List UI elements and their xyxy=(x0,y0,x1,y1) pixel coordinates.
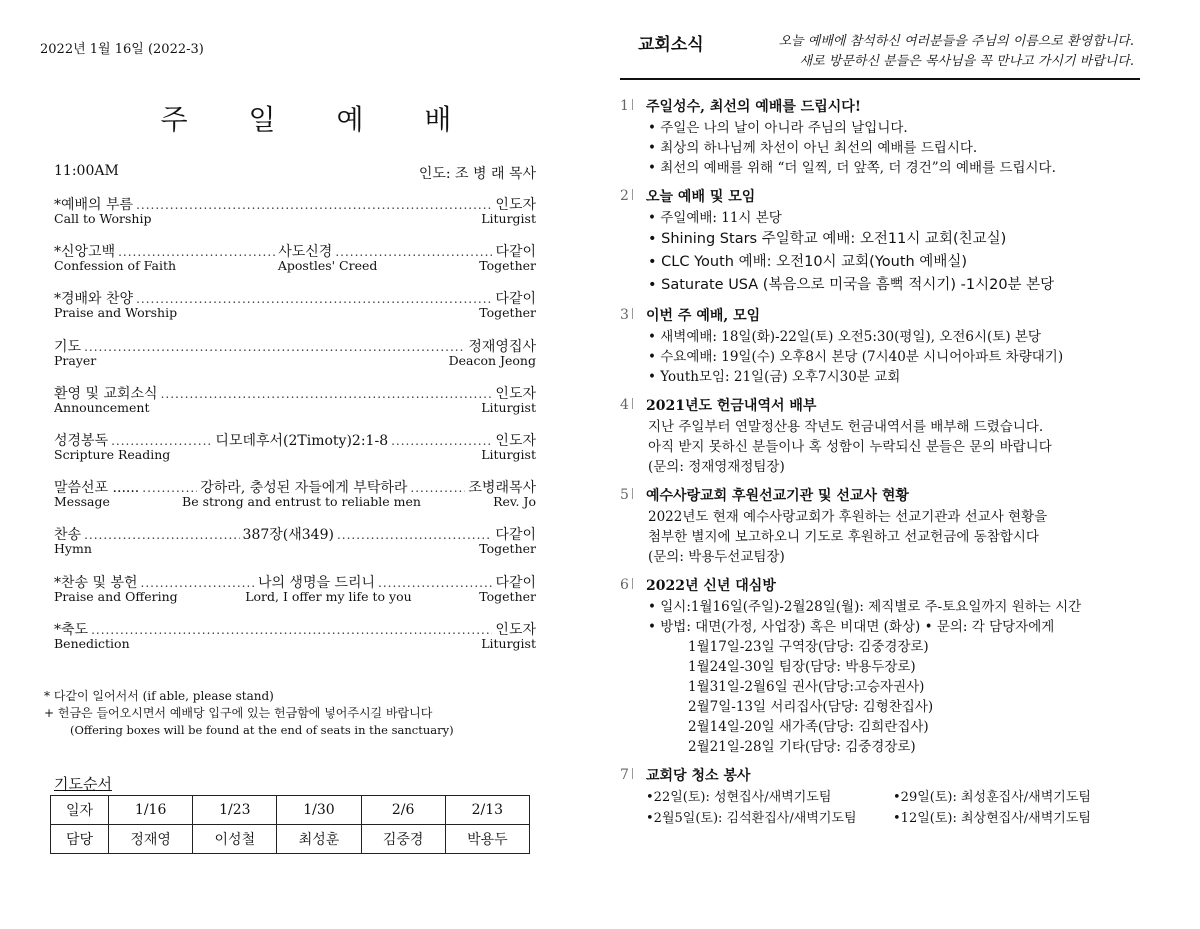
section-body xyxy=(646,208,1140,297)
section-line: • 방법: 대면(가정, 사업장) 혹은 비대면 (화상) • 문의: 각 담당자에게 xyxy=(648,619,1055,635)
liturgy-item-leader: 다같이 xyxy=(495,291,536,308)
service-time: 11:00AM xyxy=(54,163,119,179)
liturgy-item-leader-en: Together xyxy=(479,588,536,604)
section-number-bar xyxy=(632,768,633,779)
liturgy-item-detail-en: Lord, I offer my life to you xyxy=(245,588,412,604)
cleaning-row xyxy=(646,787,1140,808)
dot-leader xyxy=(136,292,492,306)
liturgy-item xyxy=(54,383,536,430)
section-number xyxy=(620,188,633,204)
liturgy-item-detail-en: Be strong and entrust to reliable men xyxy=(182,494,421,510)
news-list xyxy=(620,96,1140,837)
dot-leader xyxy=(410,481,465,495)
section-body xyxy=(646,327,1140,387)
liturgy-item xyxy=(54,194,536,241)
notes xyxy=(44,688,454,739)
liturgy-item-detail: 나의 생명을 드리니 xyxy=(257,574,376,591)
section-number xyxy=(620,98,633,114)
liturgy-item-leader: 조병래목사 xyxy=(468,480,537,497)
section-number-bar xyxy=(632,578,633,589)
liturgy-item-name-en: Message xyxy=(54,494,110,510)
liturgy-item-name: 성경봉독 xyxy=(54,432,109,449)
liturgy-item-name-en: Praise and Worship xyxy=(54,305,178,321)
liturgy-item-en xyxy=(54,589,536,604)
section-number-bar xyxy=(632,398,633,409)
liturgy-item-detail-en xyxy=(151,211,481,226)
liturgy-item-leader: 다같이 xyxy=(495,574,537,591)
liturgy-item-name: *찬송 및 봉헌 xyxy=(54,574,138,591)
dot-leader xyxy=(161,387,493,401)
welcome-line-2: 새로 방문하신 분들은 목사님을 꼭 만나고 가시기 바랍니다. xyxy=(799,54,1134,69)
cleaning-entry: •2월5일(토): 김석환집사/새벽기도팀 xyxy=(646,811,857,826)
table-row xyxy=(51,825,530,854)
liturgy-item-leader-en: Deacon Jeong xyxy=(448,352,536,368)
prayer-schedule-title: 기도순서 xyxy=(54,775,112,793)
table-cell: 최성훈 xyxy=(277,825,361,854)
news-section xyxy=(620,395,1140,477)
news-section xyxy=(620,485,1140,567)
section-body xyxy=(646,787,1140,829)
section-body xyxy=(646,417,1140,477)
liturgy-item xyxy=(54,241,536,288)
liturgy-item-name: *축도 xyxy=(54,621,89,638)
visit-schedule-line: 2월14일-20일 새가족(담당: 김희란집사) xyxy=(688,719,929,735)
dot-leader xyxy=(141,576,255,590)
section-line: 2022년도 현재 예수사랑교회가 후원하는 선교기관과 선교사 현황을 xyxy=(648,509,1048,525)
visit-schedule-line: 1월31일-2월6일 권사(담당:고승자권사) xyxy=(688,679,925,695)
section-body xyxy=(646,118,1140,178)
liturgy-item-name: *예배의 부름 xyxy=(54,197,134,213)
section-number-bar xyxy=(632,99,633,110)
section-number-bar xyxy=(632,189,633,200)
liturgy-item-leader: 다같이 xyxy=(495,527,536,544)
liturgy-item xyxy=(54,336,536,383)
visit-schedule-line: 1월24일-30일 팀장(담당: 박용두장로) xyxy=(688,659,916,675)
liturgy-item xyxy=(54,288,536,335)
section-line: • Saturate USA (복음으로 미국을 흠뻑 적시기) -1시20분 본당 xyxy=(648,277,1055,293)
section-number xyxy=(620,487,633,503)
section-line: (문의: 정재영재정팀장) xyxy=(648,459,785,475)
section-title: 교회당 청소 봉사 xyxy=(646,768,751,784)
news-section xyxy=(620,96,1140,178)
table-cell: 2/6 xyxy=(361,796,445,825)
section-title: 이번 주 예배, 모임 xyxy=(646,308,761,324)
prayer-schedule-table xyxy=(50,795,530,854)
liturgy-item-name: 환영 및 교회소식 xyxy=(54,385,158,402)
liturgy-item xyxy=(54,572,536,619)
page-title: 주 일 예 배 xyxy=(160,103,478,136)
liturgy-item-leader-en: Liturgist xyxy=(481,211,536,226)
section-line: • 수요예배: 19일(수) 오후8시 본당 (7시40분 시니어아파트 차량대기) xyxy=(648,349,1064,365)
liturgy-item-name-en: Praise and Offering xyxy=(54,588,178,604)
section-line: • 일시:1월16일(주일)-2월28일(월): 제직별로 주-토요일까지 원하는 시간 xyxy=(648,599,1082,615)
dot-leader xyxy=(84,528,239,542)
liturgy-item-name: 기도 xyxy=(54,338,82,355)
liturgy-item-en xyxy=(54,305,536,320)
dot-leader xyxy=(337,528,492,542)
visit-schedule-line: 2월7일-13일 서리집사(담당: 김형찬집사) xyxy=(688,699,934,715)
section-number xyxy=(620,577,633,593)
dot-leader xyxy=(378,576,492,590)
table-cell: 박용두 xyxy=(445,825,529,854)
table-cell: 담당 xyxy=(51,825,109,854)
news-section xyxy=(620,305,1140,387)
section-body xyxy=(646,597,1140,757)
section-line: 지난 주일부터 연말정산용 작년도 헌금내역서를 배부해 드렸습니다. xyxy=(648,419,1044,435)
liturgy-item-detail-en xyxy=(92,541,479,556)
liturgy-item-leader: 인도자 xyxy=(495,621,536,638)
liturgy-item-leader-en: Together xyxy=(479,305,536,321)
cleaning-entry: •22일(토): 성현집사/새벽기도팀 xyxy=(646,790,832,805)
table-cell: 1/30 xyxy=(277,796,361,825)
section-title: 2022년 신년 대심방 xyxy=(646,578,776,594)
section-line: • CLC Youth 예배: 오전10시 교회(Youth 예배실) xyxy=(648,254,967,270)
section-number-text: 7 xyxy=(620,767,629,783)
liturgy-item-leader-en: Liturgist xyxy=(481,635,536,651)
liturgy-item-name: *신앙고백 xyxy=(54,244,116,261)
liturgy-item-name-en: Scripture Reading xyxy=(54,446,171,462)
liturgy-item-detail-en xyxy=(170,447,481,462)
liturgy-item-name: *경배와 찬양 xyxy=(54,291,134,308)
liturgy-item-detail-en xyxy=(130,636,482,651)
section-line: • 새벽예배: 18일(화)-22일(토) 오전5:30(평일), 오전6시(토) 본당 xyxy=(648,329,1041,345)
section-number-text: 5 xyxy=(620,487,629,503)
liturgy-item-name-en: Confession of Faith xyxy=(54,258,177,274)
dot-leader xyxy=(391,434,492,448)
liturgy-item-en xyxy=(54,353,536,368)
section-number xyxy=(620,767,633,783)
dot-leader xyxy=(335,245,492,259)
section-line: • 주일은 나의 날이 아니라 주님의 날입니다. xyxy=(648,120,908,136)
section-title: 2021년도 헌금내역서 배부 xyxy=(646,398,817,414)
liturgy-item-leader-en: Liturgist xyxy=(481,399,536,415)
cleaning-row xyxy=(646,808,1140,829)
liturgy-item xyxy=(54,430,536,477)
liturgy-item xyxy=(54,524,536,571)
liturgy-item-detail-en: Apostles' Creed xyxy=(277,258,378,274)
section-number-text: 3 xyxy=(620,307,629,323)
news-section xyxy=(620,186,1140,297)
liturgy-item-leader-en: Together xyxy=(479,258,536,274)
news-section xyxy=(620,575,1140,757)
liturgy-item-en xyxy=(54,211,536,226)
section-title: 주일성수, 최선의 예배를 드립시다! xyxy=(646,99,861,115)
liturgy-item-leader: 인도자 xyxy=(495,432,536,449)
section-number-bar xyxy=(632,488,633,499)
section-line: • 최선의 예배를 위해 “더 일찍, 더 앞쪽, 더 경건”의 예배를 드립시다. xyxy=(648,160,1056,176)
table-cell: 김중경 xyxy=(361,825,445,854)
section-line: 첨부한 별지에 보고하오니 기도로 후원하고 선교헌금에 동참합시다 xyxy=(648,529,1039,545)
dot-leader xyxy=(111,434,212,448)
dot-leader xyxy=(118,245,275,259)
liturgy-item-en xyxy=(54,494,536,509)
section-line: • Youth모임: 21일(금) 오후7시30분 교회 xyxy=(648,369,901,385)
liturgy-item-en xyxy=(54,636,536,651)
section-number xyxy=(620,397,633,413)
news-section xyxy=(620,765,1140,829)
section-title: 예수사랑교회 후원선교기관 및 선교사 현황 xyxy=(646,488,909,504)
liturgy-item-leader-en: Rev. Jo xyxy=(493,494,536,510)
note-offering-en: (Offering boxes will be found at the end of seats in the sanctuary) xyxy=(70,723,454,737)
liturgy-item-name: 말씀선포 ...... xyxy=(54,480,140,497)
liturgy-item xyxy=(54,619,536,666)
cleaning-entry: •29일(토): 최성훈집사/새벽기도팀 xyxy=(893,790,1091,805)
liturgy-item-en xyxy=(54,541,536,556)
dot-leader xyxy=(91,623,492,637)
liturgy-item-detail-en xyxy=(149,400,481,415)
section-number-text: 4 xyxy=(620,397,629,413)
liturgy-list xyxy=(54,194,536,666)
table-cell: 1/16 xyxy=(109,796,193,825)
section-line: • Shining Stars 주일학교 예배: 오전11시 교회(친교실) xyxy=(648,231,1007,247)
liturgy-item-leader-en: Together xyxy=(479,541,536,557)
news-title: 교회소식 xyxy=(638,35,704,55)
visit-schedule-line: 2월21일-28일 기타(담당: 김중경장로) xyxy=(688,739,916,755)
liturgy-item-leader: 인도자 xyxy=(495,197,536,213)
note-stand: * 다같이 일어서서 (if able, please stand) xyxy=(44,689,274,703)
liturgy-item-detail-en xyxy=(177,305,479,320)
liturgy-item-en xyxy=(54,400,536,415)
liturgy-item xyxy=(54,477,536,524)
table-cell: 일자 xyxy=(51,796,109,825)
liturgy-item-en xyxy=(54,447,536,462)
note-offering: + 헌금은 들어오시면서 예배당 입구에 있는 헌금함에 넣어주시길 바랍니다 xyxy=(44,706,433,720)
section-number-text: 6 xyxy=(620,577,629,593)
section-line: • 주일예배: 11시 본당 xyxy=(648,210,782,226)
table-cell: 2/13 xyxy=(445,796,529,825)
table-cell: 이성철 xyxy=(193,825,277,854)
section-body xyxy=(646,507,1140,567)
liturgy-item-name-en: Announcement xyxy=(54,399,150,415)
liturgy-item-name: 찬송 xyxy=(54,527,82,544)
liturgy-item-name-en: Benediction xyxy=(54,635,130,651)
section-line: • 최상의 하나님께 차선이 아닌 최선의 예배를 드립시다. xyxy=(648,140,978,156)
section-title: 오늘 예배 및 모임 xyxy=(646,189,756,205)
section-number-text: 2 xyxy=(620,188,629,204)
table-cell: 1/23 xyxy=(193,796,277,825)
liturgy-item-detail: 디모데후서(2Timoty)2:1-8 xyxy=(215,432,389,449)
liturgy-item-name-en: Prayer xyxy=(54,352,97,368)
liturgy-item-leader: 다같이 xyxy=(495,244,537,261)
liturgy-item-name-en: Hymn xyxy=(54,541,92,557)
welcome-message xyxy=(779,32,1134,72)
section-line: 아직 받지 못하신 분들이나 혹 성함이 누락되신 분들은 문의 바랍니다 xyxy=(648,439,1052,455)
section-number-bar xyxy=(632,308,633,319)
section-number-text: 1 xyxy=(620,98,629,114)
liturgy-item-detail: 387장(새349) xyxy=(242,527,334,544)
liturgy-item-detail: 강하라, 충성된 자들에게 부탁하라 xyxy=(200,480,408,497)
dot-leader xyxy=(136,198,492,212)
dot-leader xyxy=(142,481,197,495)
cleaning-entry: •12일(토): 최상현집사/새벽기도팀 xyxy=(893,811,1091,826)
liturgy-item-detail-en xyxy=(96,353,448,368)
liturgy-item-detail: 사도신경 xyxy=(278,244,333,261)
liturgy-item-leader-en: Liturgist xyxy=(481,446,536,462)
liturgy-item-name-en: Call to Worship xyxy=(54,211,152,226)
divider xyxy=(620,78,1140,80)
bulletin-date: 2022년 1월 16일 (2022-3) xyxy=(40,42,204,57)
visit-schedule-line: 1월17일-23일 구역장(담당: 김중경장로) xyxy=(688,639,929,655)
time-row xyxy=(54,163,536,182)
liturgy-item-leader: 정재영집사 xyxy=(468,338,536,355)
welcome-line-1: 오늘 예배에 참석하신 여러분들을 주님의 이름으로 환영합니다. xyxy=(778,34,1134,49)
liturgy-item-leader: 인도자 xyxy=(495,385,536,402)
table-cell: 정재영 xyxy=(109,825,193,854)
dot-leader xyxy=(84,340,465,354)
service-leader: 인도: 조 병 래 목사 xyxy=(418,166,536,182)
liturgy-item-en xyxy=(54,258,536,273)
table-row xyxy=(51,796,530,825)
section-number xyxy=(620,307,633,323)
section-line: (문의: 박용두선교팀장) xyxy=(648,549,785,565)
